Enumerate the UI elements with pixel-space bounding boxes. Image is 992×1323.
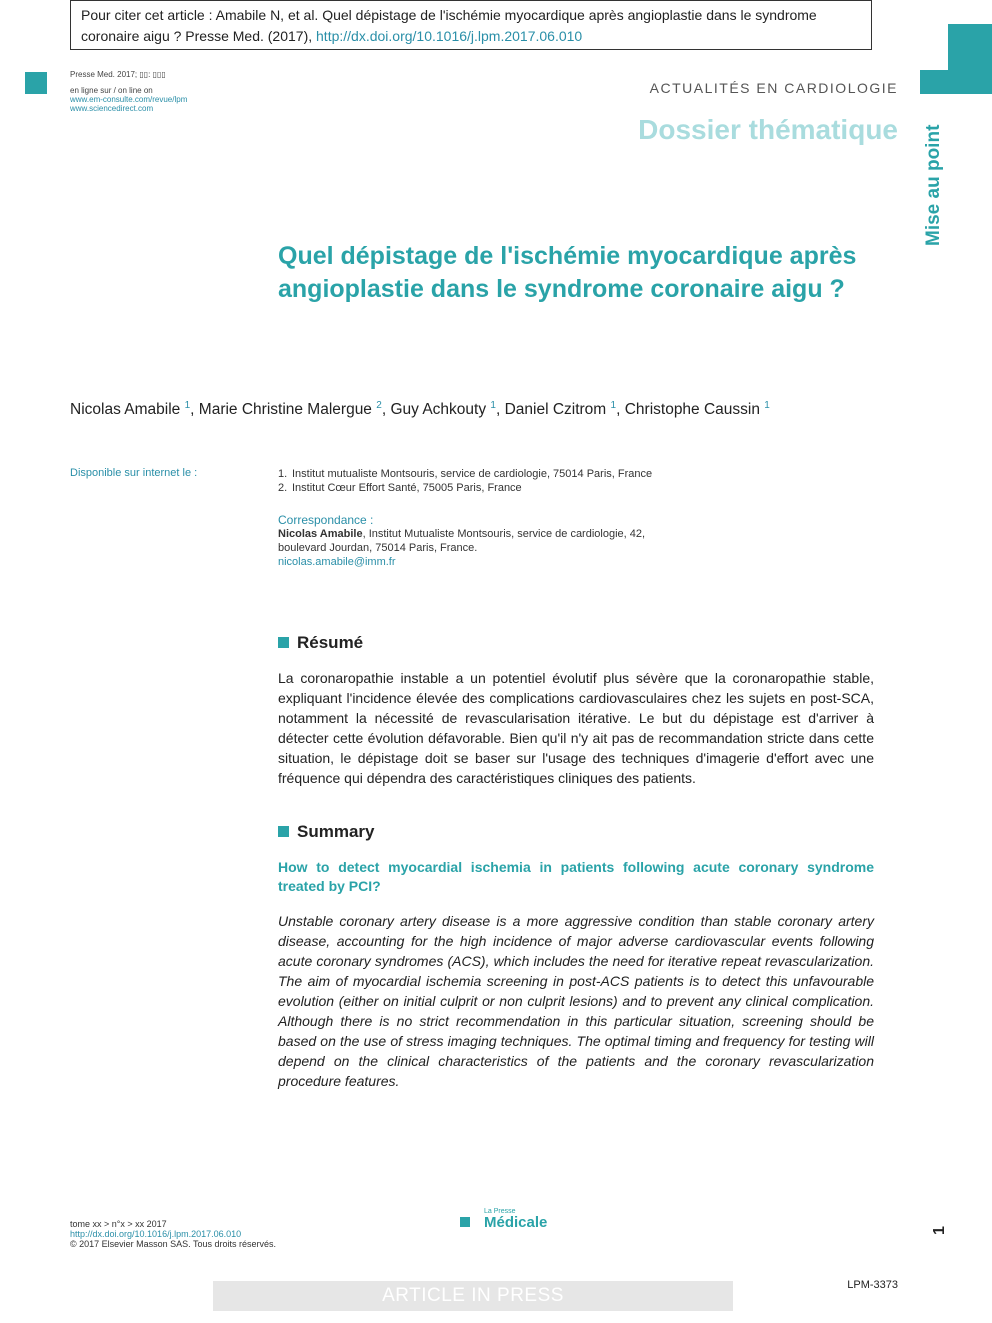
page-number — [930, 1216, 950, 1236]
volume-info: tome xx > n°x > xx 2017 — [70, 1219, 167, 1229]
correspondence-address-line2: boulevard Jourdan, 75014 Paris, France. — [278, 542, 478, 554]
section-bullet — [278, 637, 289, 648]
affiliation-item — [278, 481, 652, 495]
author-name: Guy Achkouty — [390, 401, 487, 419]
side-label-text: Mise au point — [923, 124, 944, 246]
corner-tab-cutout — [920, 24, 948, 70]
journal-reference: Presse Med. 2017; ▯▯: ▯▯▯ — [70, 70, 166, 79]
article-in-press-banner: ARTICLE IN PRESS — [213, 1281, 733, 1311]
affiliation-number: 2. — [278, 482, 288, 494]
affiliation-item — [278, 467, 652, 481]
section-bullet — [278, 826, 289, 837]
em-consulte-link[interactable]: www.em-consulte.com/revue/lpm — [70, 95, 188, 104]
resume-heading-text: Résumé — [297, 633, 364, 652]
footer-info — [70, 1219, 276, 1249]
author-affiliation: 1 — [764, 400, 770, 411]
logo-big-text: Médicale — [484, 1214, 548, 1231]
author-affiliation: 1 — [184, 400, 191, 411]
copyright: © 2017 Elsevier Masson SAS. Tous droits réservés. — [70, 1239, 277, 1249]
author-name: Daniel Czitrom — [504, 401, 607, 419]
affiliation-number: 1. — [278, 468, 288, 480]
author-name: Christophe Caussin — [624, 401, 760, 419]
author-affiliation: 2 — [376, 400, 382, 411]
available-online-label: Disponible sur internet le : — [70, 467, 198, 479]
sciencedirect-link[interactable]: www.sciencedirect.com — [70, 104, 154, 113]
author-name: Marie Christine Malergue — [198, 401, 372, 419]
summary-heading-text: Summary — [297, 822, 375, 841]
correspondence-email-link[interactable]: nicolas.amabile@imm.fr — [278, 556, 396, 568]
correspondence-label: Correspondance : — [278, 513, 374, 527]
author-affiliation: 1 — [490, 400, 496, 411]
author-list: Nicolas Amabile $^1$, Marie Christine Malergue $^2$, Guy Achkouty $^1$, Daniel Czitrom $^1$, Christophe Caussin $^1$ — [70, 400, 770, 419]
correspondence-block — [278, 513, 645, 569]
citation-box — [70, 0, 872, 50]
affiliation-text: Institut mutualiste Montsouris, service de cardiologie, 75014 Paris, France — [292, 468, 653, 480]
summary-text: Unstable coronary artery disease is a more aggressive condition than stable coronary artery disease, accounting for the high incidence of major adverse cardiovascular events following acute coronary syndromes (ACS), which includes the need for iterative repeat revascularization. The aim of myocardial ischemia screening in post-ACS patients is to detect this unfavourable evolution (either on initial culprit or non culprit lesions) and to prevent any clinical complication. Although there is no strict recommendation in this particular situation, screening should be based on the use of stress imaging techniques. The optimal timing and frequency for testing will depend on the clinical characteristics of the patients and the coronary revascularization procedure features. — [278, 913, 874, 1089]
online-label: en ligne sur / on line on — [70, 86, 153, 95]
page-number-text: 1 — [931, 1226, 948, 1235]
corner-square-decoration — [25, 72, 47, 94]
journal-meta — [70, 70, 187, 113]
resume-text: La coronaropathie instable a un potentiel évolutif plus sévère que la coronaropathie stable, expliquant l'incidence élevée des complications cardiovasculaires chez les sujets en post-SCA, notamment la nécessité de revascularisation itérative. Le but du dépistage est d'arriver à détecter cette évolution défavorable. Bien qu'il n'y ait pas de recommandation stricte dans cette situation, le dépistage doit se baser sur l'usage des techniques d'imagerie d'effort avec une fréquence qui dépendra des caractéristiques cliniques des patients. — [278, 670, 874, 786]
logo-small-text: La Presse — [484, 1208, 516, 1215]
article-title: Quel dépistage de l'ischémie myocardique après angioplastie dans le syndrome coronaire aigu ? — [278, 242, 857, 303]
affiliation-text: Institut Cœur Effort Santé, 75005 Paris, France — [292, 482, 522, 494]
logo-square-icon — [460, 1217, 470, 1227]
author-affiliation: 1 — [610, 400, 617, 411]
correspondence-name: Nicolas Amabile — [278, 528, 363, 540]
affiliation-list — [278, 467, 652, 495]
author-name: Nicolas Amabile — [70, 401, 181, 419]
summary-title: How to detect myocardial ischemia in patients following acute coronary syndrome treated by PCI? — [278, 859, 874, 894]
dossier-label: Dossier thématique — [638, 114, 898, 145]
summary-heading — [278, 822, 374, 842]
side-label — [918, 118, 948, 248]
rubric-label: ACTUALITÉS EN CARDIOLOGIE — [649, 80, 898, 96]
resume-heading — [278, 633, 363, 653]
footer-doi-link[interactable]: http://dx.doi.org/10.1016/j.lpm.2017.06.010 — [70, 1229, 242, 1239]
article-id: LPM-3373 — [847, 1279, 898, 1291]
correspondence-address-line1: , Institut Mutualiste Montsouris, service de cardiologie, 42, — [362, 528, 646, 540]
citation-doi-link[interactable]: http://dx.doi.org/10.1016/j.lpm.2017.06.010 — [316, 28, 583, 44]
citation-text: Pour citer cet article : Amabile N, et al. Quel dépistage de l'ischémie myocardique après angioplastie dans le syndrome coronaire aigu ? Presse Med. (2017), — [81, 7, 817, 44]
